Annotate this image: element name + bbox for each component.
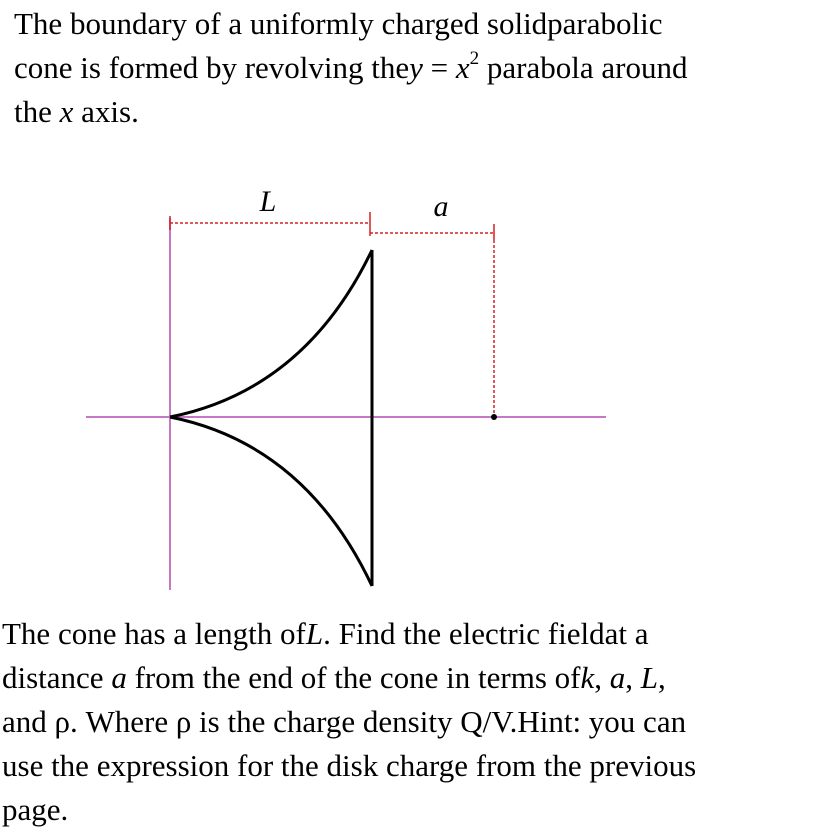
question-line-2-text: distance <box>2 660 112 695</box>
problem-question <box>2 612 696 832</box>
intro-line-3-end: axis. <box>73 94 139 129</box>
parabolic-cone-diagram <box>0 180 822 600</box>
question-line-1 <box>2 612 696 656</box>
var-x: x <box>455 50 470 85</box>
problem-intro <box>14 2 687 134</box>
question-line-1-text: The cone has a length of <box>2 616 306 651</box>
var-a-2: a <box>609 660 626 695</box>
question-line-5: page. <box>2 792 69 827</box>
field-point <box>491 414 497 420</box>
question-line-2-end: , <box>658 660 666 695</box>
distance-label: a <box>433 190 449 223</box>
intro-line-2 <box>14 46 687 90</box>
var-L-2: L <box>640 660 659 695</box>
var-a: a <box>111 660 127 695</box>
var-k: k <box>580 660 595 695</box>
intro-line-2-text: cone is formed by revolving the <box>14 50 410 85</box>
var-x-axis: x <box>59 94 74 129</box>
question-line-4: use the expression for the disk charge from the previous <box>2 748 697 783</box>
question-line-3: and ρ. Where ρ is the charge density Q/V.Hint: you can <box>2 704 687 739</box>
var-L: L <box>305 616 324 651</box>
cone-upper-curve <box>170 250 372 417</box>
intro-line-2-end: parabola around <box>479 50 688 85</box>
exponent: 2 <box>469 47 480 69</box>
intro-line-3-text: the <box>14 94 60 129</box>
intro-line-1: The boundary of a uniformly charged solidparabolic <box>14 6 663 41</box>
equals-sign: = <box>422 50 456 85</box>
intro-line-3 <box>14 90 687 134</box>
separator-1: , <box>594 660 610 695</box>
question-line-2 <box>2 656 696 700</box>
cone-lower-curve <box>170 417 372 586</box>
separator-2: , <box>625 660 641 695</box>
question-line-2-mid: from the end of the cone in terms of <box>126 660 581 695</box>
var-y: y <box>409 50 423 85</box>
length-label: L <box>259 185 277 218</box>
question-line-1-end: . Find the electric fieldat a <box>323 616 649 651</box>
